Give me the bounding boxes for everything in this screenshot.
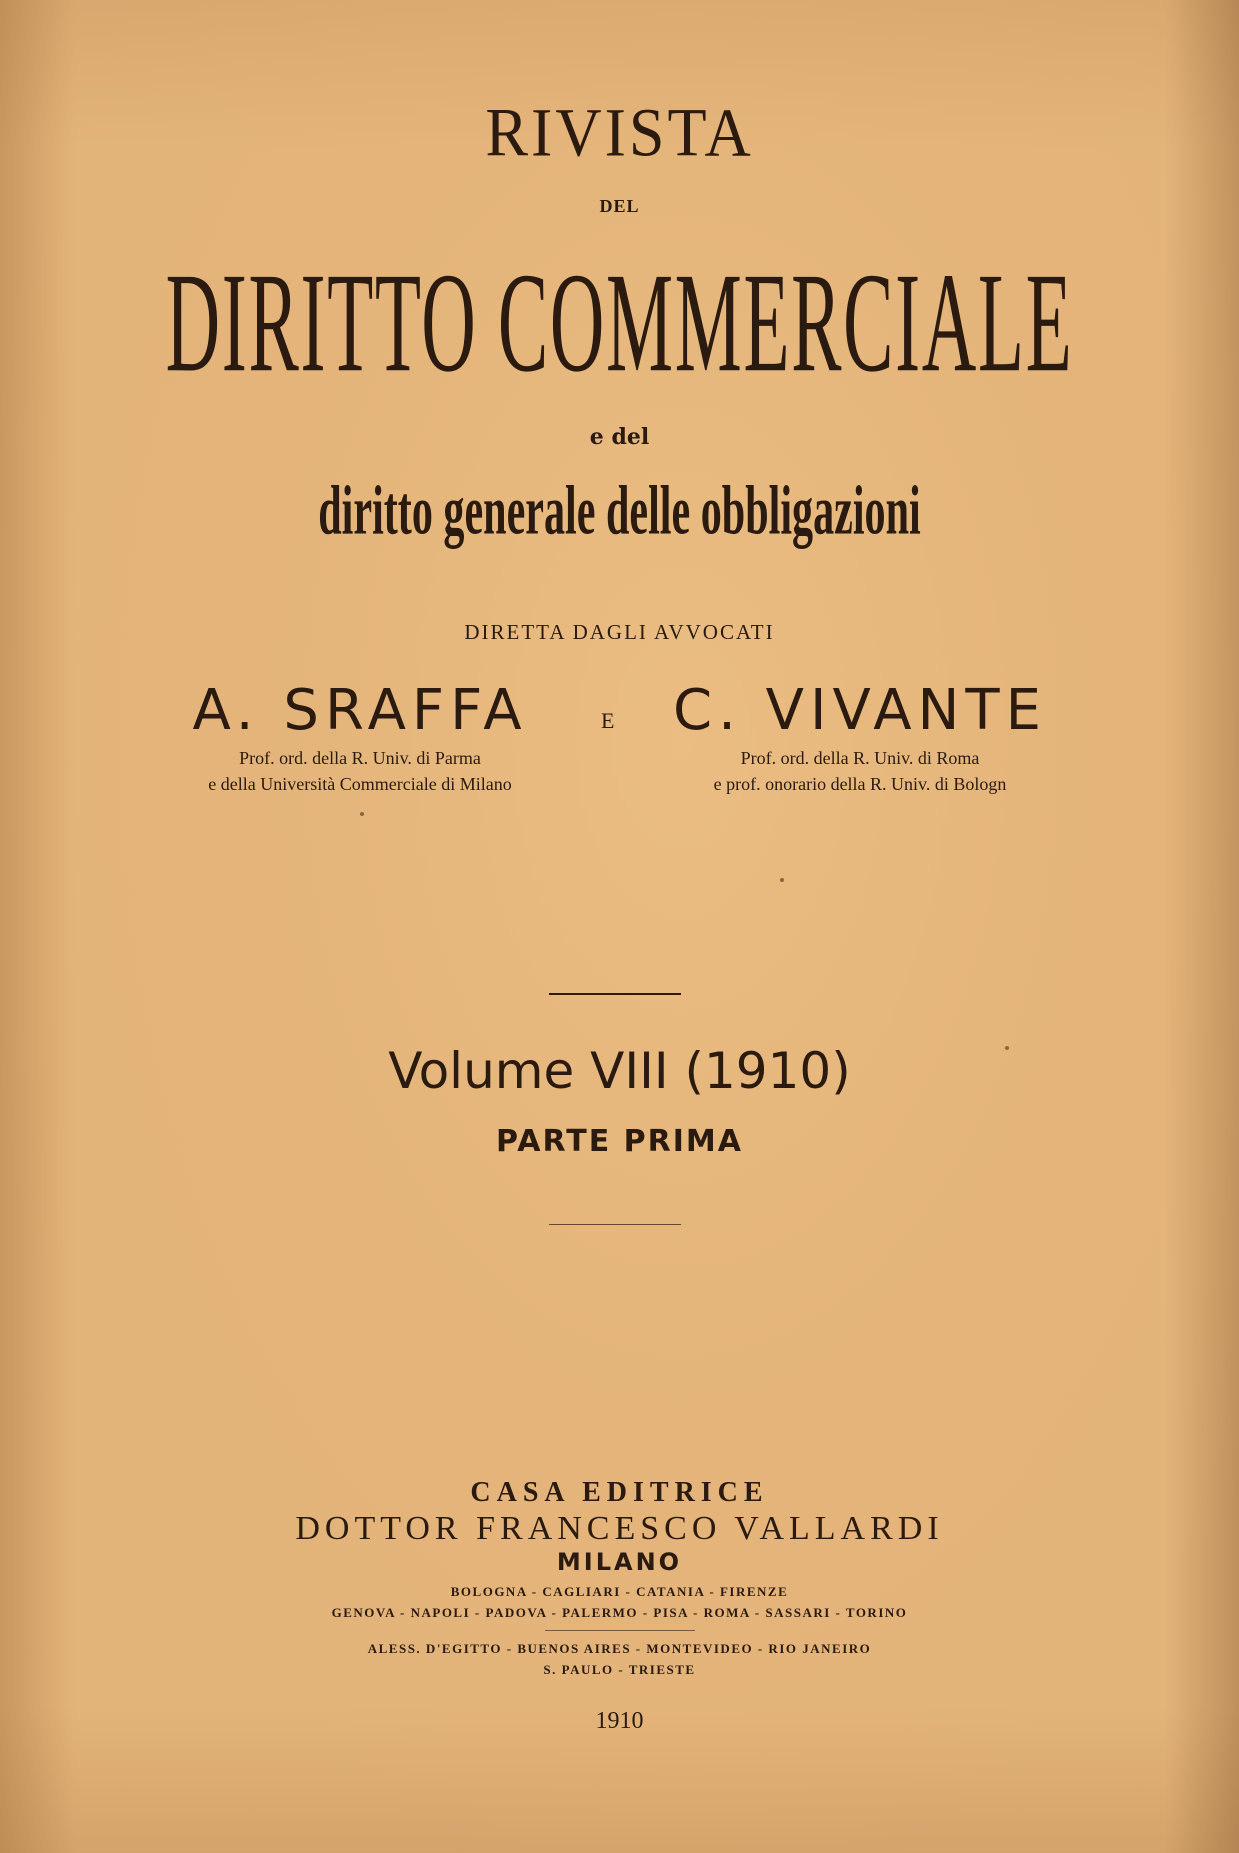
paper-speck bbox=[360, 812, 364, 816]
divider-rule bbox=[545, 1630, 695, 1631]
publication-year: 1910 bbox=[595, 1708, 644, 1734]
editor-sraffa bbox=[140, 678, 580, 795]
subtitle: diritto generale delle obbligazioni bbox=[318, 471, 921, 550]
branch-cities: S. PAULO - TRIESTE bbox=[543, 1662, 696, 1677]
journal-word: RIVISTA bbox=[485, 94, 754, 171]
editor-credential: Prof. ord. della R. Univ. di Parma bbox=[239, 748, 481, 768]
divider-rule bbox=[549, 1224, 681, 1225]
del-word: DEL bbox=[599, 196, 640, 216]
publisher-house-label: CASA EDITRICE bbox=[470, 1477, 769, 1508]
part-label: PARTE PRIMA bbox=[496, 1124, 743, 1159]
editor-credential: Prof. ord. della R. Univ. di Roma bbox=[740, 748, 980, 768]
editor-name: C. VIVANTE bbox=[672, 678, 1048, 743]
directed-by-line: DIRETTA DAGLI AVVOCATI bbox=[464, 620, 775, 644]
publisher-city: MILANO bbox=[556, 1548, 683, 1576]
main-title: DIRITTO COMMERCIALE bbox=[165, 243, 1074, 402]
volume-label: Volume VIII (1910) bbox=[388, 1042, 851, 1100]
paper-speck bbox=[780, 878, 784, 882]
conjunction: E bbox=[601, 708, 615, 733]
editor-credential: e della Università Commerciale di Milano bbox=[208, 774, 512, 794]
editor-credential: e prof. onorario della R. Univ. di Bologn bbox=[713, 774, 1007, 794]
publisher-name: DOTTOR FRANCESCO VALLARDI bbox=[295, 1510, 944, 1547]
divider-rule bbox=[549, 993, 681, 995]
editor-vivante bbox=[640, 678, 1080, 795]
paper-speck bbox=[1005, 1046, 1009, 1050]
branch-cities: BOLOGNA - CAGLIARI - CATANIA - FIRENZE bbox=[450, 1584, 789, 1599]
e-del-word: e del bbox=[589, 424, 650, 450]
branch-cities: GENOVA - NAPOLI - PADOVA - PALERMO - PISA - ROMA - SASSARI - TORINO bbox=[331, 1605, 908, 1620]
branch-cities: ALESS. D'EGITTO - BUENOS AIRES - MONTEVIDEO - RIO JANEIRO bbox=[367, 1641, 872, 1656]
editor-name: A. SRAFFA bbox=[192, 678, 528, 743]
